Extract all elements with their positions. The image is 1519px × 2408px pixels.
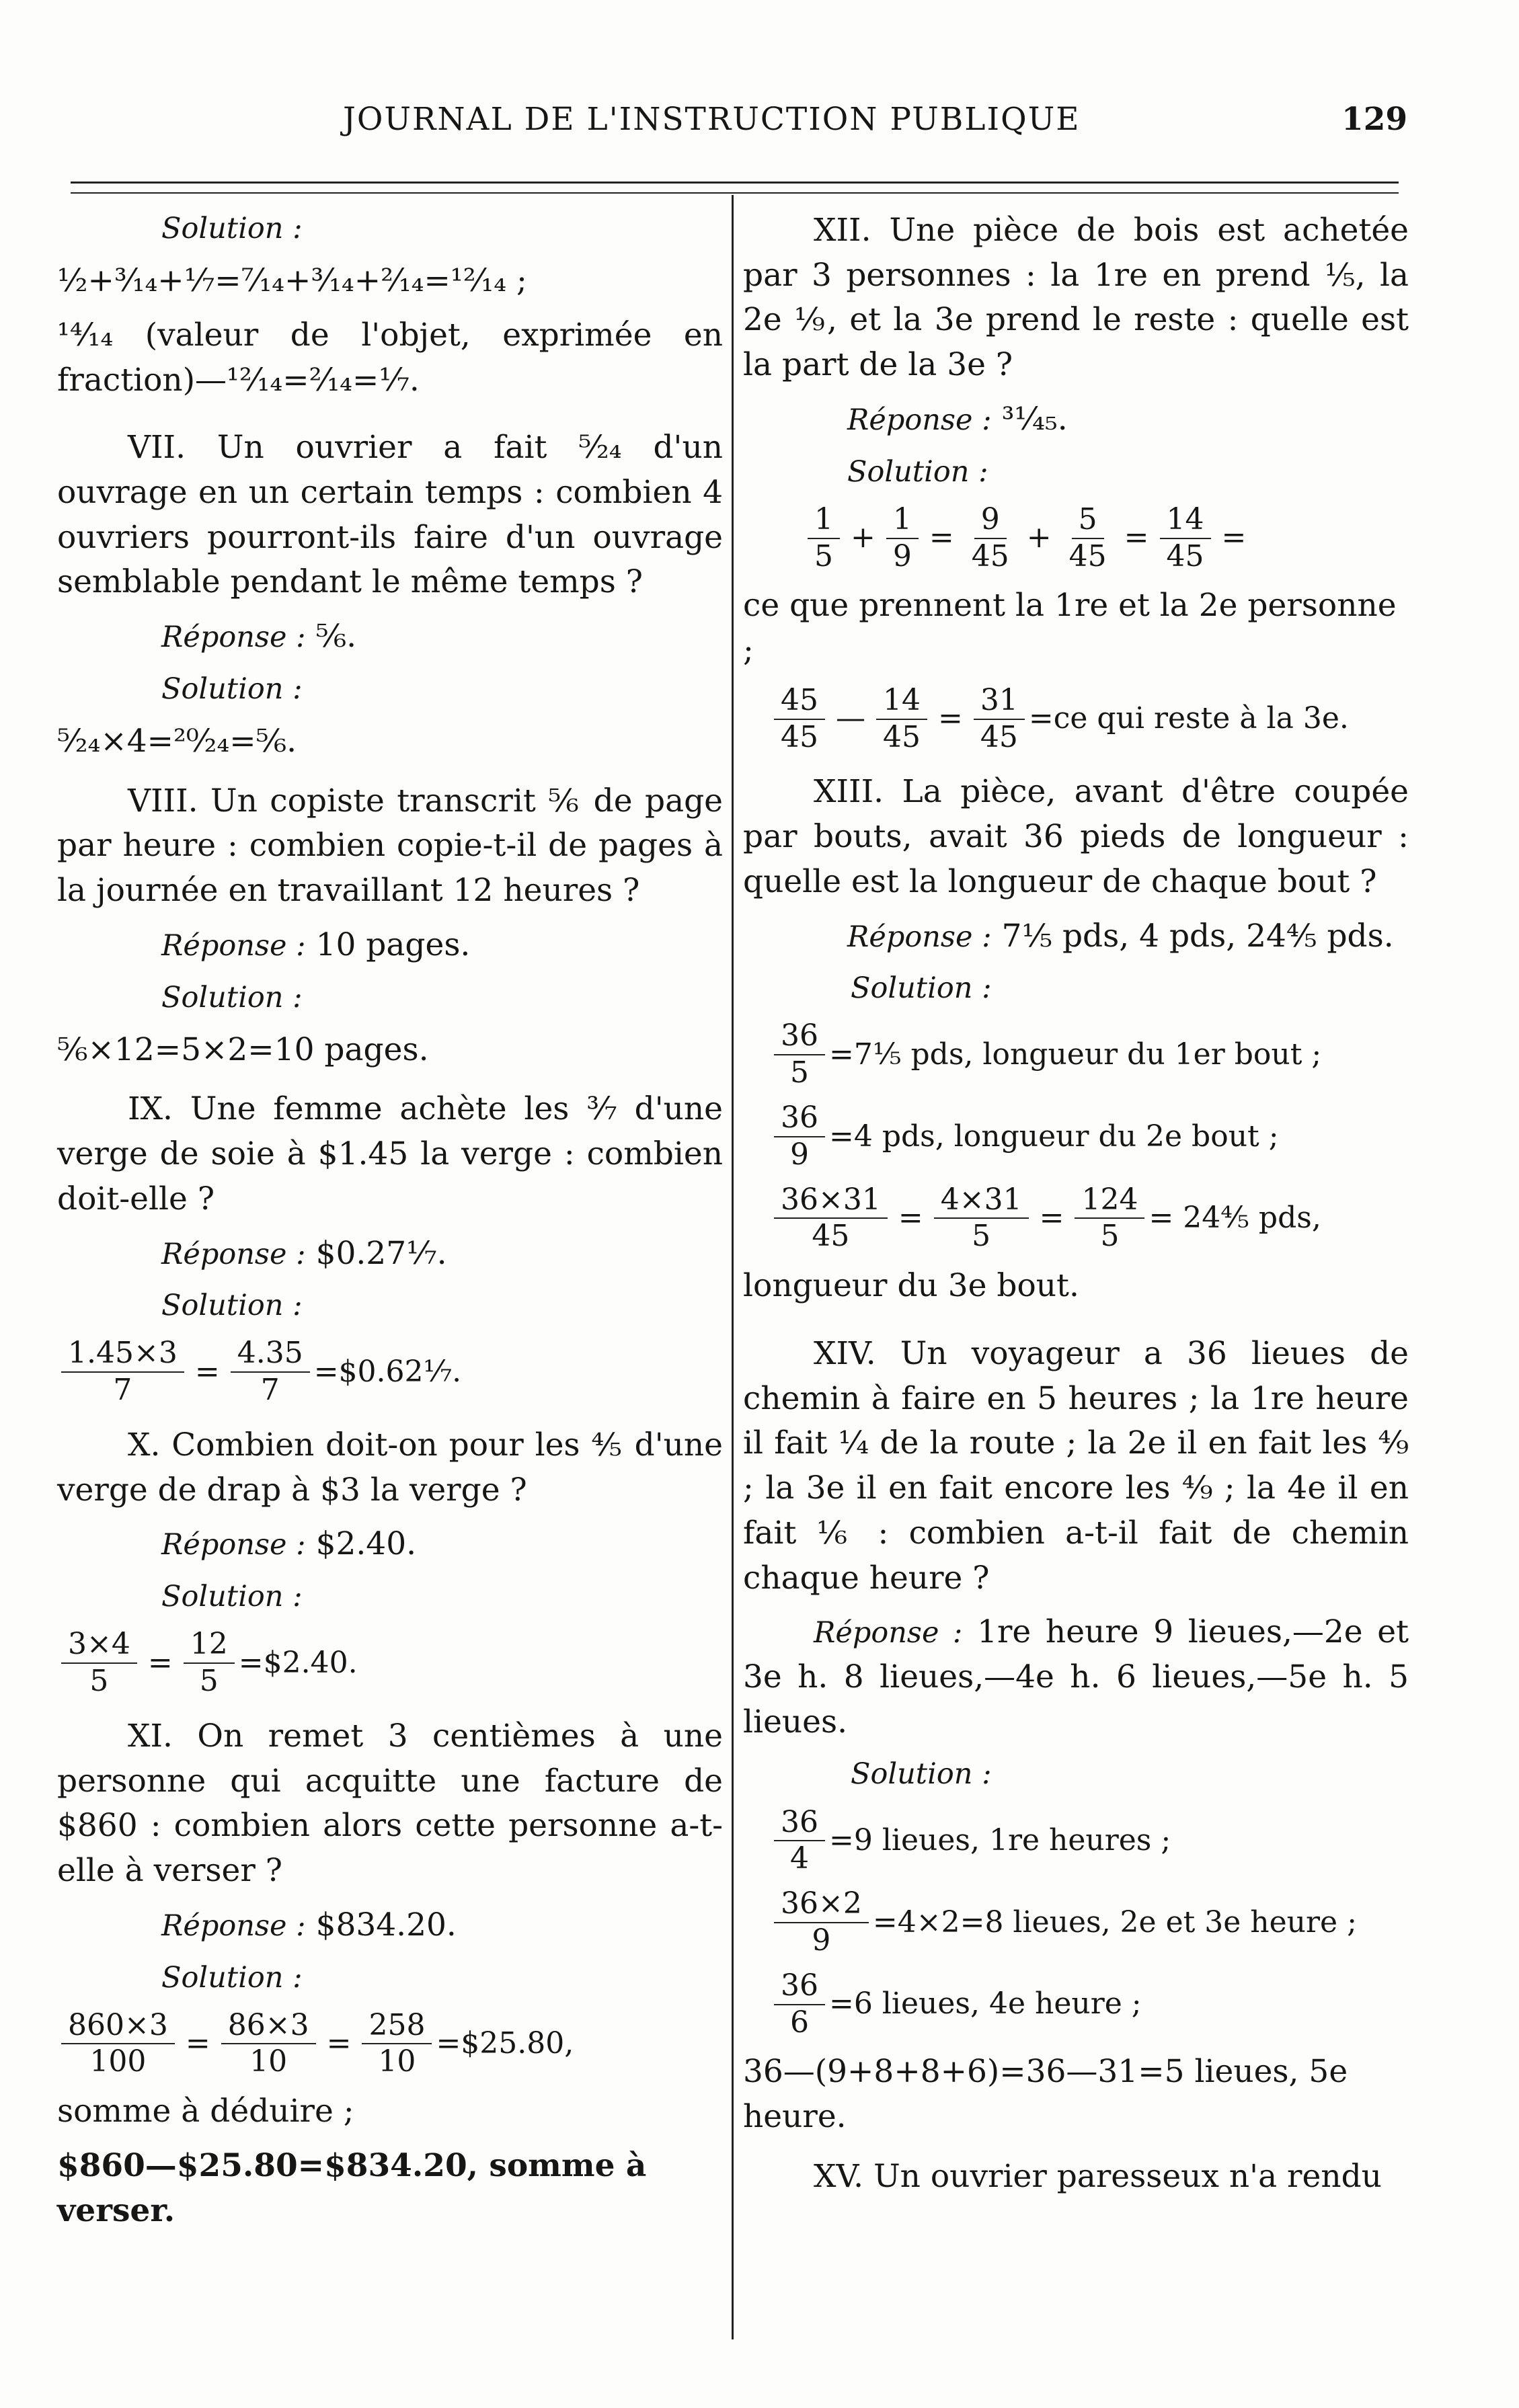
equation xyxy=(743,1100,1409,1173)
fraction: $\frac{14}{45}$ xyxy=(876,683,927,756)
response-value: ³¹⁄₄₅. xyxy=(1001,400,1068,438)
equation: $\frac{860\times 3}{100}$ = $\frac{86\times 3}{10}$ = $\frac{258}{10}$ =$25.80, xyxy=(57,2008,723,2081)
equation xyxy=(743,1805,1409,1878)
equation xyxy=(743,1886,1409,1959)
fraction: $\frac{1}{5}$ xyxy=(808,502,840,575)
fraction: $\frac{3\times 4}{5}$ xyxy=(61,1627,137,1699)
solution-line: ⁵⁄₂₄×4=²⁰⁄₂₄=⅚. xyxy=(57,722,297,760)
fraction: $\frac{45}{45}$ xyxy=(774,683,825,756)
fraction: $\frac{86\times 3}{10}$ xyxy=(221,2008,316,2081)
response-label: Réponse : xyxy=(847,403,992,437)
response-value: 10 pages. xyxy=(315,926,471,963)
response-value: 1re heure 9 lieues,—2e et 3e h. 8 lieues,—4e h. 6 lieues,—5e h. 5 lieues. xyxy=(743,1613,1409,1740)
problem-xii: XII. Une pièce de bois est achetée par 3 personnes : la 1re en prend ⅕, la 2e ⅑, et la 3e prend le reste : quelle est la part de la 3e ? xyxy=(743,212,1409,384)
solution-line: $860—$25.80=$834.20, somme à verser. xyxy=(57,2146,647,2229)
problem-xiii: XIII. La pièce, avant d'être coupée par bouts, avait 36 pieds de longueur : quelle est la longueur de chaque bout ? xyxy=(743,773,1409,900)
response-label: Réponse : xyxy=(161,1528,306,1562)
equation-result: =$2.40. xyxy=(238,1645,358,1680)
problem-xiv: XIV. Un voyageur a 36 lieues de chemin à faire en 5 heures ; la 1re heure il fait ¼ de la route ; la 2e il en fait les ⁴⁄₉ ; la 3e il en fait encore les ⁴⁄₉ ; la 4e il en fait ⅙ : combien a-t-il fait de chemin chaque heure ? xyxy=(743,1334,1409,1597)
running-header: JOURNAL DE L'INSTRUCTION PUBLIQUE xyxy=(343,101,1081,138)
solution-label: Solution : xyxy=(161,980,303,1014)
fraction: $\frac{36}{5}$ xyxy=(774,1018,825,1091)
solution-label: Solution : xyxy=(851,1757,992,1792)
fraction: $\frac{860\times 3}{100}$ xyxy=(61,2008,175,2081)
problem-vii: VII. Un ouvrier a fait ⁵⁄₂₄ d'un ouvrage en un certain temps : combien 4 ouvriers pourront-ils faire d'un ouvrage semblable pendant le même temps ? xyxy=(57,429,723,601)
left-column xyxy=(57,208,723,2233)
response-value: $2.40. xyxy=(315,1525,417,1563)
header-rule-thin xyxy=(71,192,1399,194)
page-number: 129 xyxy=(1341,101,1408,138)
fraction: $\frac{1.45\times 3}{7}$ xyxy=(61,1336,184,1408)
right-column xyxy=(743,208,1409,2200)
fraction: $\frac{36}{6}$ xyxy=(774,1968,825,2041)
fraction: $\frac{31}{45}$ xyxy=(974,683,1025,756)
response-label: Réponse : xyxy=(814,1616,963,1650)
response-value: $0.27⅐. xyxy=(315,1234,447,1272)
equation-result: =$0.62⅐. xyxy=(313,1354,462,1389)
solution-line: 36—(9+8+8+6)=36—31=5 lieues, 5e heure. xyxy=(743,2053,1348,2136)
column-divider xyxy=(732,195,734,2339)
problem-viii: VIII. Un copiste transcrit ⅚ de page par heure : combien copie-t-il de pages à la journée en travaillant 12 heures ? xyxy=(57,782,723,910)
equation: $\frac{36\times 31}{45}$ = $\frac{4\times 31}{5}$ = $\frac{124}{5}$ = 24⅘ pds, xyxy=(743,1182,1409,1255)
fraction: $\frac{1}{9}$ xyxy=(886,502,919,575)
response-label: Réponse : xyxy=(847,920,992,954)
solution-label: Solution : xyxy=(161,672,303,706)
solution-label: Solution : xyxy=(161,1960,303,1995)
equation: $\frac{1.45\times 3}{7}$ = $\frac{4.35}{7}$ =$0.62⅐. xyxy=(57,1336,723,1408)
solution-line: longueur du 3e bout. xyxy=(743,1267,1079,1305)
fraction: $\frac{12}{5}$ xyxy=(184,1627,235,1699)
response-value: $834.20. xyxy=(315,1906,457,1943)
problem-xv: XV. Un ouvrier paresseux n'a rendu xyxy=(814,2157,1382,2195)
equation: $\frac{3\times 4}{5}$ = $\frac{12}{5}$ =$2.40. xyxy=(57,1627,723,1699)
fraction: $\frac{9}{45}$ xyxy=(971,501,1009,573)
solution-line: ce que prennent la 1re et la 2e personne ; xyxy=(743,587,1397,670)
fraction: $\frac{4.35}{7}$ xyxy=(231,1336,310,1408)
response-label: Réponse : xyxy=(161,928,306,963)
fraction: $\frac{36}{9}$ xyxy=(774,1100,825,1173)
fraction: $\frac{36}{4}$ xyxy=(774,1805,825,1878)
response-value: ⅚. xyxy=(315,618,357,655)
response-label: Réponse : xyxy=(161,1909,306,1943)
solution-line: ½+³⁄₁₄+⅐=⁷⁄₁₄+³⁄₁₄+²⁄₁₄=¹²⁄₁₄ ; xyxy=(57,262,527,300)
solution-label: Solution : xyxy=(161,1289,303,1323)
response-value: 7⅕ pds, 4 pds, 24⅘ pds. xyxy=(1001,917,1394,955)
solution-label: Solution : xyxy=(161,212,303,245)
fraction: $\frac{4\times 31}{5}$ xyxy=(934,1182,1029,1255)
equation xyxy=(743,1018,1409,1091)
solution-label: Solution : xyxy=(851,971,992,1006)
problem-x: X. Combien doit-on pour les ⅘ d'une verge de drap à $3 la verge ? xyxy=(57,1427,723,1509)
fraction: $\frac{36\times 2}{9}$ xyxy=(774,1886,869,1959)
equation-result: =9 lieues, 1re heures ; xyxy=(829,1823,1171,1858)
equation-result: =ce qui reste à la 3e. xyxy=(1028,701,1349,736)
solution-line: ⅚×12=5×2=10 pages. xyxy=(57,1031,429,1068)
equation xyxy=(743,1968,1409,2041)
equation-result: =$25.80, xyxy=(436,2026,574,2061)
fraction: $\frac{124}{5}$ xyxy=(1075,1182,1144,1255)
equation-result: = 24⅘ pds, xyxy=(1148,1201,1321,1236)
problem-xi: XI. On remet 3 centièmes à une personne qui acquitte une facture de $860 : combien alors cette personne a-t-elle à verser ? xyxy=(57,1717,723,1890)
equation-result: =4×2=8 lieues, 2e et 3e heure ; xyxy=(872,1904,1357,1939)
equation: $\frac{45}{45}$ — $\frac{14}{45}$ = $\frac{31}{45}$ =ce qui reste à la 3e. xyxy=(743,683,1409,756)
fraction: $\frac{36\times 31}{45}$ xyxy=(774,1182,888,1255)
response-label: Réponse : xyxy=(161,620,306,655)
equation: $\frac{1}{5}$ + $\frac{1}{9}$ = $\frac{9}{45}$ + $\frac{5}{45}$ = $\frac{14}{45}$ = xyxy=(743,502,1409,575)
solution-line: somme à déduire ; xyxy=(57,2093,354,2130)
solution-line: ¹⁴⁄₁₄ (valeur de l'objet, exprimée en fraction)—¹²⁄₁₄=²⁄₁₄=⅐. xyxy=(57,316,723,399)
equation-result: =7⅕ pds, longueur du 1er bout ; xyxy=(829,1037,1322,1072)
solution-label: Solution : xyxy=(161,1580,303,1614)
fraction: $\frac{14}{45}$ xyxy=(1160,502,1211,575)
fraction: $\frac{5}{45}$ xyxy=(1068,501,1107,573)
response-label: Réponse : xyxy=(161,1237,306,1271)
problem-ix: IX. Une femme achète les ³⁄₇ d'une verge de soie à $1.45 la verge : combien doit-elle ? xyxy=(57,1090,723,1217)
equation-result: =4 pds, longueur du 2e bout ; xyxy=(829,1119,1279,1154)
equation-result: =6 lieues, 4e heure ; xyxy=(829,1986,1142,2021)
solution-label: Solution : xyxy=(847,454,988,489)
fraction: $\frac{258}{10}$ xyxy=(362,2008,432,2081)
header-rule xyxy=(71,182,1399,184)
